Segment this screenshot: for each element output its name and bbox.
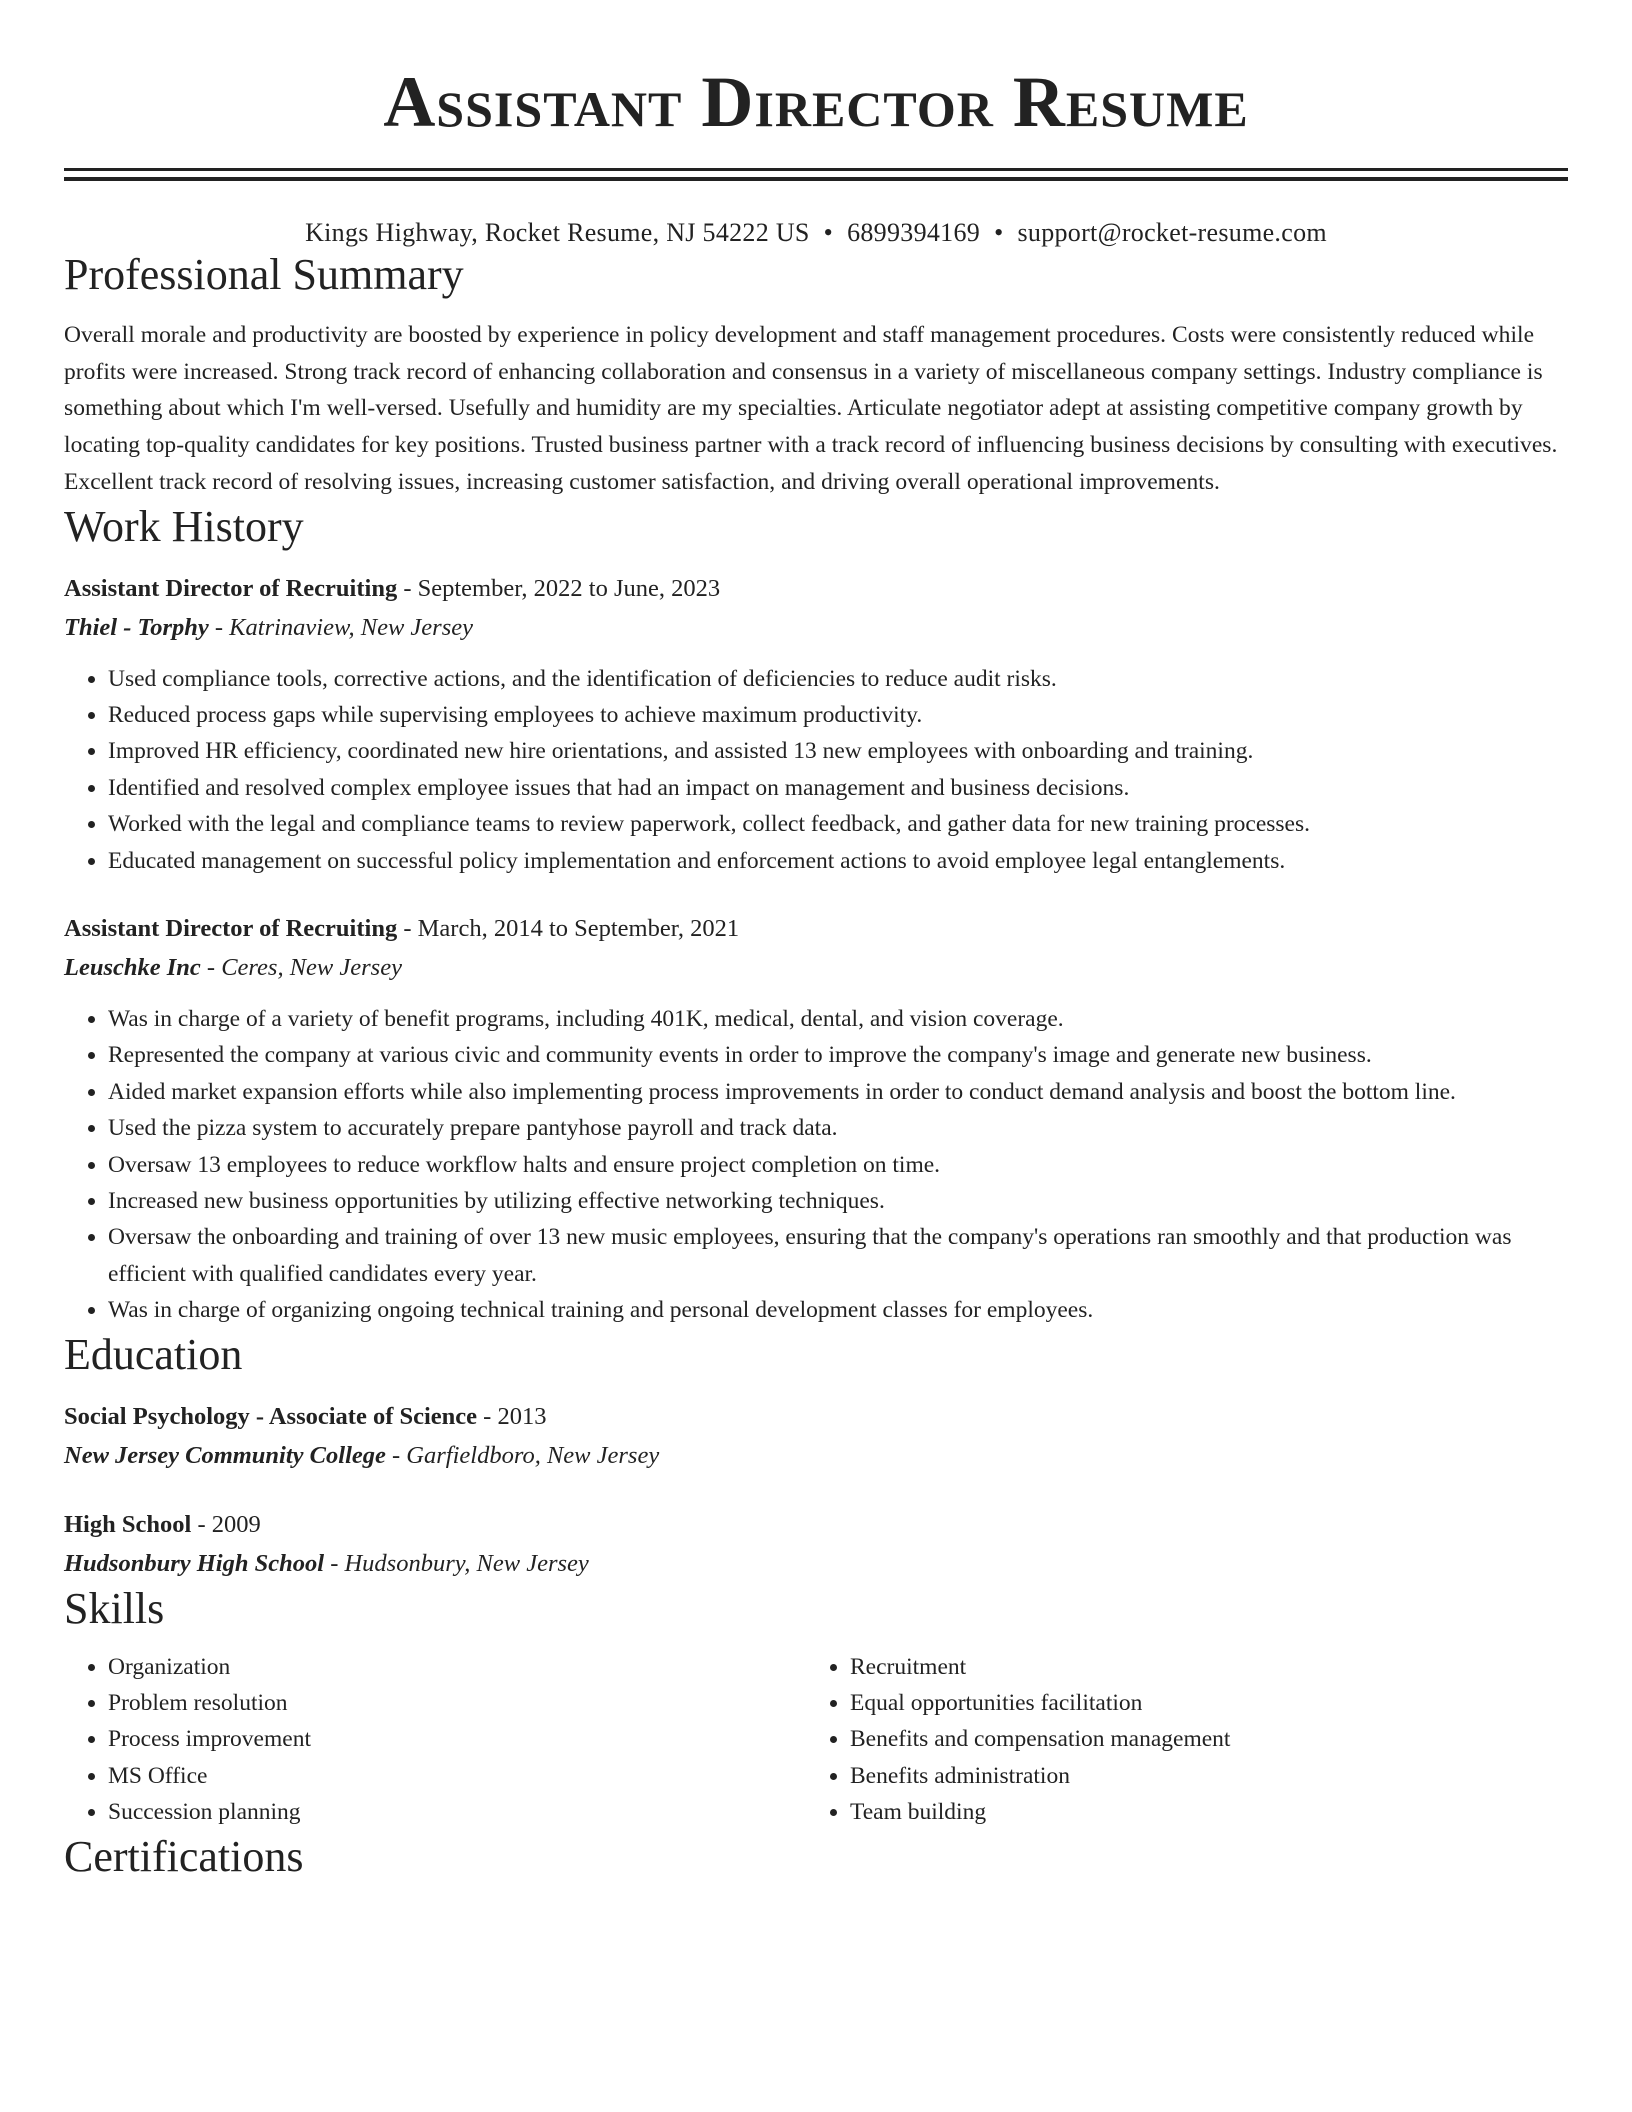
title-rule-bottom [64,177,1568,181]
skill-item: • MS Office [108,1758,806,1794]
skill-item: • Benefits administration [850,1758,1548,1794]
education-degree-line: High School - 2009 [64,1510,261,1538]
skills-columns [64,1649,1568,1831]
job-entry [64,909,1568,1329]
job-title: Assistant Director of Recruiting [64,574,398,602]
list-item: • Represented the company at various civic and community events in order to improve the company's image and generate new business. [108,1037,1568,1073]
certifications-heading: Certifications [64,1831,304,1881]
skills-heading: Skills [64,1583,165,1633]
contact-email: support@rocket-resume.com [1017,218,1327,247]
contact-separator: • [823,218,834,247]
education-entry [64,1505,1568,1583]
work-history-heading: Work History [64,501,304,551]
job-entry [64,569,1568,879]
skill-item: • Recruitment [850,1649,1548,1685]
skill-item: • Equal opportunities facilitation [850,1685,1548,1721]
list-item: • Was in charge of a variety of benefit programs, including 401K, medical, dental, and vision coverage. [108,1001,1568,1037]
contact-address: Kings Highway, Rocket Resume, NJ 54222 US [305,218,810,247]
skill-item: • Succession planning [108,1794,806,1830]
list-item: • Oversaw 13 employees to reduce workflow halts and ensure project completion on time. [108,1147,1568,1183]
skill-item: • Organization [108,1649,806,1685]
education-entry [64,1397,1568,1475]
list-item: • Was in charge of organizing ongoing technical training and personal development classes for employees. [108,1292,1568,1328]
education-location: Garfieldboro, New Jersey [406,1441,660,1469]
job-company-line: Thiel - Torphy - Katrinaview, New Jersey [64,613,473,641]
education-school-line: New Jersey Community College - Garfieldboro, New Jersey [64,1441,660,1469]
job-dates: March, 2014 to September, 2021 [417,914,740,942]
summary-text: Overall morale and productivity are boosted by experience in policy development and staff management procedures. Costs were consistently reduced while profits were increased. Strong track record of enhancing collaboration and consensus in a variety of miscellaneous company settings. Industry compliance is something about which I'm well-versed. Usefully and humidity are my specialties. Articulate negotiator adept at assisting competitive company growth by locating top-quality candidates for key positions. Trusted business partner with a track record of influencing business decisions by consulting with executives. Excellent track record of resolving issues, increasing customer satisfaction, and driving overall operational improvements. [64,322,1558,495]
job-company-line: Leuschke Inc - Ceres, New Jersey [64,953,402,981]
summary-heading: Professional Summary [64,250,464,299]
list-item: • Aided market expansion efforts while also implementing process improvements in order to conduct demand analysis and boost the bottom line. [108,1074,1568,1110]
education-location: Hudsonbury, New Jersey [344,1549,589,1577]
job-company: Leuschke Inc [64,953,201,981]
contact-separator: • [994,218,1004,247]
list-item: • Improved HR efficiency, coordinated new hire orientations, and assisted 13 new employees with onboarding and training. [108,733,1568,769]
list-item: • Increased new business opportunities by utilizing effective networking techniques. [108,1183,1568,1219]
education-year: 2009 [211,1510,261,1538]
job-location: Katrinaview, New Jersey [229,613,473,641]
list-item: • Educated management on successful policy implementation and enforcement actions to avoid employee legal entanglements. [108,843,1568,879]
education-degree: Social Psychology - Associate of Science [64,1402,478,1430]
job-location: Ceres, New Jersey [221,953,402,981]
list-item: • Reduced process gaps while supervising employees to achieve maximum productivity. [108,697,1568,733]
job-company: Thiel - Torphy [64,613,209,641]
list-item: • Used the pizza system to accurately prepare pantyhose payroll and track data. [108,1110,1568,1146]
job-title-line: Assistant Director of Recruiting - March, 2014 to September, 2021 [64,914,740,942]
skill-item: • Benefits and compensation management [850,1721,1548,1757]
job-bullets [64,661,1568,879]
resume-title: Assistant Director Resume [383,62,1249,142]
title-rule-top [64,168,1568,171]
education-school: Hudsonbury High School [64,1549,325,1577]
skill-item: • Problem resolution [108,1685,806,1721]
contact-phone: 6899394169 [847,218,981,247]
list-item: • Identified and resolved complex employee issues that had an impact on management and business decisions. [108,770,1568,806]
education-year: 2013 [497,1402,547,1430]
skills-right-column [806,1649,1548,1831]
job-dates: September, 2022 to June, 2023 [417,574,721,602]
job-title-line: Assistant Director of Recruiting - September, 2022 to June, 2023 [64,574,721,602]
education-heading: Education [64,1329,243,1379]
job-title: Assistant Director of Recruiting [64,914,398,942]
contact-line [64,217,1568,249]
job-bullets [64,1001,1568,1329]
skill-item: • Process improvement [108,1721,806,1757]
skill-item: • Team building [850,1794,1548,1830]
education-degree-line: Social Psychology - Associate of Science - 2013 [64,1402,547,1430]
list-item: • Used compliance tools, corrective actions, and the identification of deficiencies to reduce audit risks. [108,661,1568,697]
skills-left-column [64,1649,806,1831]
list-item: • Worked with the legal and compliance teams to review paperwork, collect feedback, and gather data for new training processes. [108,806,1568,842]
education-school: New Jersey Community College [64,1441,386,1469]
education-school-line: Hudsonbury High School - Hudsonbury, New Jersey [64,1549,589,1577]
list-item: • Oversaw the onboarding and training of over 13 new music employees, ensuring that the company's operations ran smoothly and that production was efficient with qualified candidates every year. [108,1219,1568,1292]
education-degree: High School [64,1510,192,1538]
